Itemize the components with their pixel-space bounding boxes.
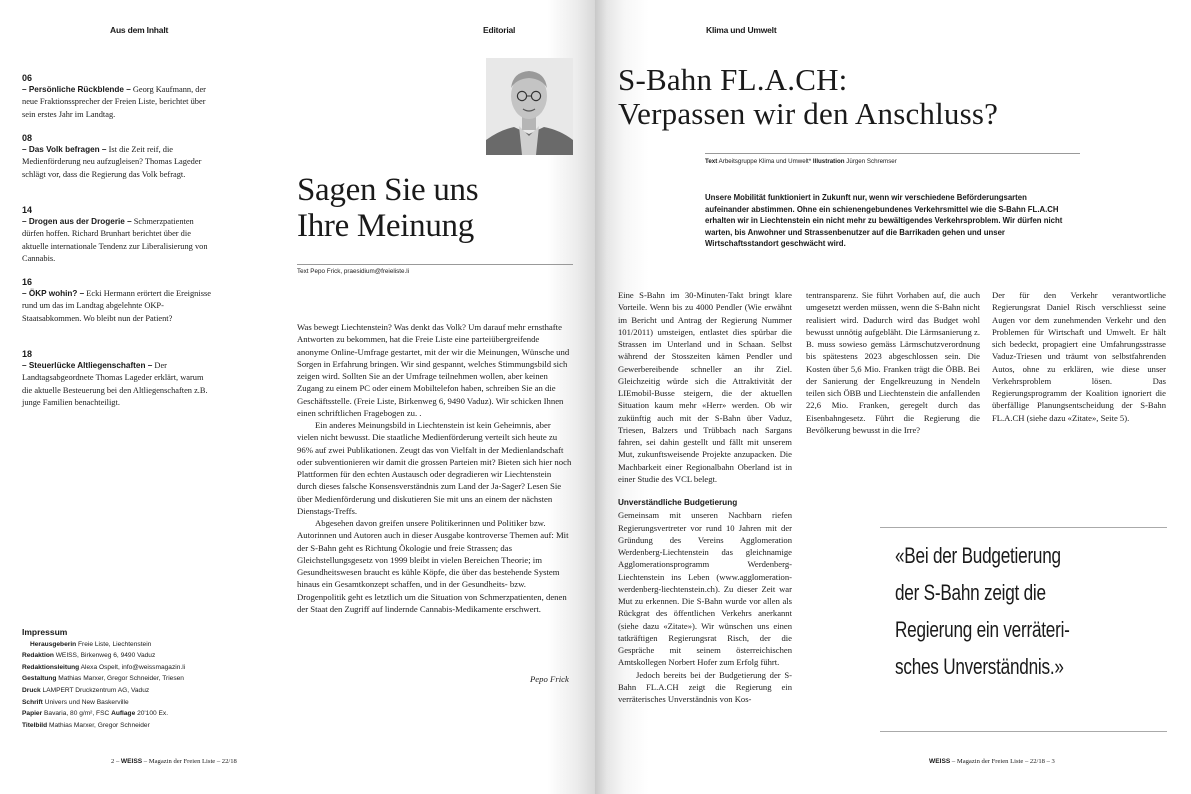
toc-page-number: 08 bbox=[22, 133, 33, 143]
article-column-2 bbox=[806, 289, 980, 436]
impressum-row: Herausgeberin Freie Liste, Liechtenstein bbox=[30, 640, 152, 648]
article-paragraph: Eine S-Bahn im 30-Minuten-Takt bringt klare Vorteile. Wenn bis zu 4000 Pendler (Wie erwähnt im Bericht und Antrag der Regierung Nummer 101/2011) umsteigen, entlastet dies spürbar die Strassen im Unterland und in Schaan. Selbst während der Stosszeiten kämen Pendler und Gewerbereibende schneller an ihr Ziel. Gleichzeitig würde sich die Attraktivität der LIEmobil-Busse steigern, die der aktuellen Situation kaum mehr «Herr» werden. Ob wir zukünftig auch mit der S-Bahn über Vaduz, Triesen, Balzers und Trübbach nach Sargans fahren, sei dahin gestellt und fällt mit unserem Mut, zukunftsweisende Projekte anzupacken. Die Machbarkeit einer Regionalbahn Oberland ist in einer Studie des VCL belegt. bbox=[618, 290, 792, 484]
portrait-photo bbox=[486, 58, 573, 155]
toc-page-number: 18 bbox=[22, 349, 33, 359]
toc-item[interactable] bbox=[22, 276, 212, 325]
impressum-row: Titelbild Mathias Marxer, Gregor Schneider bbox=[22, 721, 150, 729]
toc-title: – Steuerlücke Altliegenschaften – bbox=[22, 361, 153, 371]
folio-right: WEISS – Magazin der Freien Liste – 22/18 – 3 bbox=[929, 758, 1055, 765]
article-column-1 bbox=[618, 289, 792, 705]
toc-text: Schmerzpatienten dürfen hoffen. Richard Brunhart berichtet über die aktuelle internationale Tendenz zur Liberalisierung von Cannabis. bbox=[22, 217, 208, 263]
impressum bbox=[22, 627, 242, 731]
impressum-heading: Impressum bbox=[22, 627, 68, 637]
impressum-row: Schrift Univers und New Baskerville bbox=[22, 698, 129, 706]
article-title bbox=[618, 63, 1138, 131]
toc-title: – ÖKP wohin? – bbox=[22, 289, 85, 299]
editorial-paragraph: Ein anderes Meinungsbild in Liechtenstein ist kein Geheimnis, aber vielen nicht bewusst. Die staatliche Medienförderung verteilt sich heute zu 96% auf zwei Publikationen. Zeugt das von Vielfalt in der Medienlandschaft oder subventionieren wir damit die grossen Parteien mit? Bieten sich hier noch Plattformen für den echten Austausch oder degradieren wir Liechtenstein durch dieses falsche Konsensverständnis zum Land der Ja-Sager? Lesen Sie über Medienförderung und diskutieren Sie mit uns an einem der nächsten Dienstags-Treffs. bbox=[297, 420, 572, 516]
article-credit: Text Arbeitsgruppe Klima und Umwelt* Illustration Jürgen Schremser bbox=[705, 158, 897, 165]
toc-item[interactable] bbox=[22, 348, 212, 409]
toc-page-number: 14 bbox=[22, 205, 33, 215]
editorial-body bbox=[297, 321, 572, 615]
toc-text: Der Landtagsabgeordnete Thomas Lageder erklärt, warum die aktuelle Besteuerung bei den Altliegenschaften z.B. junge Familien benachteiligt. bbox=[22, 361, 208, 407]
toc-text: Georg Kaufmann, der neue Fraktionssprecher der Freien Liste, berichtet über sein erstes Jahr im Landtag. bbox=[22, 85, 206, 119]
impressum-row: Druck LAMPERT Druckzentrum AG, Vaduz bbox=[22, 686, 150, 694]
toc-page-number: 16 bbox=[22, 277, 33, 287]
editorial-title-line: Ihre Meinung bbox=[297, 208, 474, 244]
article-title-line: S-Bahn FL.A.CH: bbox=[618, 62, 848, 97]
editorial-title-line: Sagen Sie uns bbox=[297, 172, 479, 208]
running-head-editorial: Editorial bbox=[483, 25, 516, 35]
article-paragraph: Gemeinsam mit unseren Nachbarn riefen Regierungsvertreter vor rund 10 Jahren mit der Gründung des Vereins Agglomeration Werdenberg-Liechtenstein das gleichnamige Agglomerationsprogramm Werdenberg-Liechtenstein ins Leben (www.agglomeration-werdenberg-liechtenstein.ch). Zu dieser Zeit war Mut zu erkennen. Die S-Bahn wurde vor allen als Rückgrat des öffentlichen Verkehrs anerkannt (siehe dazu «Zitate»). Wir wünschen uns einen tatkräftigen Regierungsrat Risch, der die Gespräche mit seinem österreichischen Amtskollegen Norbert Hofer zum Erfolg führt. bbox=[618, 510, 792, 668]
article-rule bbox=[705, 153, 1080, 154]
article-subheading: Unverständliche Budgetierung bbox=[618, 498, 738, 507]
article-title-line: Verpassen wir den Anschluss? bbox=[618, 96, 999, 131]
article-paragraph: tentransparenz. Sie führt Vorhaben auf, die auch umgesetzt werden müssen, wenn die S-Bahn nicht realisiert wird. Dadurch wird das Budget wohl bewusst unnötig aufgebläht. Die Lärmsanierung z. B. muss sowieso gemäss Lärmschutzverordnung bis spätestens 2023 abgeschlossen sein. Die Kosten über 5,6 Mio. Franken trägt die ÖBB. Bei der Sanierung der Engelkreuzung in Nendeln teilen sich ÖBB und Liechtenstein die anfallenden 22,6 Mio. Franken, geregelt durch das Eisenbahngesetz. Führt die Regierung die Bevölkerung bewusst in die Irre? bbox=[806, 290, 980, 435]
toc-text: Ist die Zeit reif, die Medienförderung neu aufzugleisen? Thomas Lageder schlägt vor, dass die Regierung das Volk befragt. bbox=[22, 145, 202, 179]
folio-left: 2 – WEISS – Magazin der Freien Liste – 22/18 bbox=[111, 758, 237, 765]
editorial-rule bbox=[297, 264, 573, 265]
editorial-paragraph: Was bewegt Liechtenstein? Was denkt das Volk? Um darauf mehr ernsthafte Antworten zu bekommen, hat die Freie Liste eine parteiübergreifende anonyme Online-Umfrage gestartet, mit der wir die Meinungen, Wünsche und Sorgen in Erfahrung bringen. Wir sind gespannt, welches Stimmungsbild sich zeigen wird. Sollten Sie an der Umfrage teilnehmen wollen, aber keinen Zugang zu einem PC oder einem Mobiltelefon haben, schreiben Sie an die Geschäftsstelle. (Freie Liste, Birkenweg 6, 9490 Vaduz). Wir schicken Ihnen einen schriftlichen Fragebogen zu. . bbox=[297, 322, 570, 418]
pull-quote-line: «Bei der Budgetierung bbox=[895, 543, 1061, 568]
article-paragraph: Jedoch bereits bei der Budgetierung der S-Bahn FL.A.CH zeigt die Regierung ein verräterisches Unverständnis von Kos- bbox=[618, 669, 792, 704]
impressum-row: Papier Bavaria, 80 g/m², FSC Auflage 20'100 Ex. bbox=[22, 710, 169, 718]
pull-quote-line: Regierung ein verräteri- bbox=[895, 617, 1070, 642]
pull-quote-line: der S-Bahn zeigt die bbox=[895, 580, 1046, 605]
toc-title: – Das Volk befragen – bbox=[22, 145, 107, 155]
toc-title: – Persönliche Rückblende – bbox=[22, 85, 131, 95]
author-portrait bbox=[486, 58, 573, 155]
editorial-signature: Pepo Frick bbox=[530, 674, 569, 684]
pullquote-rule-top bbox=[880, 527, 1167, 528]
editorial-paragraph: Abgesehen davon greifen unsere Politikerinnen und Politiker bzw. Autorinnen und Autoren auch in dieser Ausgabe kontroverse Themen auf: Mit der S-Bahn geht es Richtung Ökologie und freie Strassen; das Gleichstellungsgesetz von 1999 bleibt in vielen Bereichen Theorie; im Gesundheitswesen braucht es kühle Köpfe, die über das bestehende System hinaus ein Gesamtkonzept schaffen, und in der Gesundheits- bzw. Drogenpolitik geht es letztlich um die Situation von Schmerzpatienten, denen der Staat den Zugriff auf lindernde Cannabis-Medikamente erschwert. bbox=[297, 518, 569, 614]
impressum-row: Redaktion WEISS, Birkenweg 6, 9490 Vaduz bbox=[22, 652, 156, 660]
pull-quote bbox=[895, 537, 1165, 685]
toc-item[interactable] bbox=[22, 72, 212, 121]
toc-text: Ecki Hermann erörtert die Ereignisse rund um das im Landtag abgelehnte OKP-Staatsabkommen. Wo bleibt nun der Patient? bbox=[22, 289, 211, 323]
toc-item[interactable] bbox=[22, 204, 212, 265]
impressum-row: Redaktionsleitung Alexa Ospelt, info@weissmagazin.li bbox=[22, 663, 186, 671]
pullquote-rule-bottom bbox=[880, 731, 1167, 732]
toc-item[interactable] bbox=[22, 132, 212, 181]
running-head-section: Klima und Umwelt bbox=[706, 25, 777, 35]
editorial-author-line: Text Pepo Frick, praesidium@freieliste.li bbox=[297, 268, 410, 275]
article-column-3 bbox=[992, 289, 1166, 424]
pull-quote-line: sches Unverständnis.» bbox=[895, 654, 1064, 679]
running-head-toc: Aus dem Inhalt bbox=[110, 25, 169, 35]
impressum-row: Gestaltung Mathias Marxer, Gregor Schneider, Triesen bbox=[22, 675, 184, 683]
editorial-title bbox=[297, 172, 587, 244]
article-lead: Unsere Mobilität funktioniert in Zukunft nur, wenn wir verschiedene Beförderungsarten aufeinander abstimmen. Ohne ein schienengebundenes Verkehrsmittel wie die S-Bahn FL.A.CH erhalten wir in Liechtenstein ein nicht mehr zu bewältigendes Verkehrsproblem. Wir dürfen nicht warten, bis Anwohner und Strassenbenutzer auf die Barrikaden gehen und unser Wirtschaftsstandort geschwächt wird. bbox=[705, 193, 1063, 249]
toc-title: – Drogen aus der Drogerie – bbox=[22, 217, 132, 227]
article-paragraph: Der für den Verkehr verantwortliche Regierungsrat Daniel Risch verschliesst seine Augen vor dem zunehmenden Verkehr und den Problemen für Wirtschaft und Umwelt. Er hält sich bedeckt, propagiert eine Umfahrungsstrasse Vaduz-Triesen und träumt von selbstfahrenden Autos, ohne zu erklären, wie diese unser Verkehrsproblem lösen. Das Regierungsprogramm der Koalition ignoriert die überfällige Planungsentscheidung der S-Bahn FL.A.CH (siehe dazu «Zitate», Seite 5). bbox=[992, 290, 1166, 423]
toc-page-number: 06 bbox=[22, 73, 33, 83]
